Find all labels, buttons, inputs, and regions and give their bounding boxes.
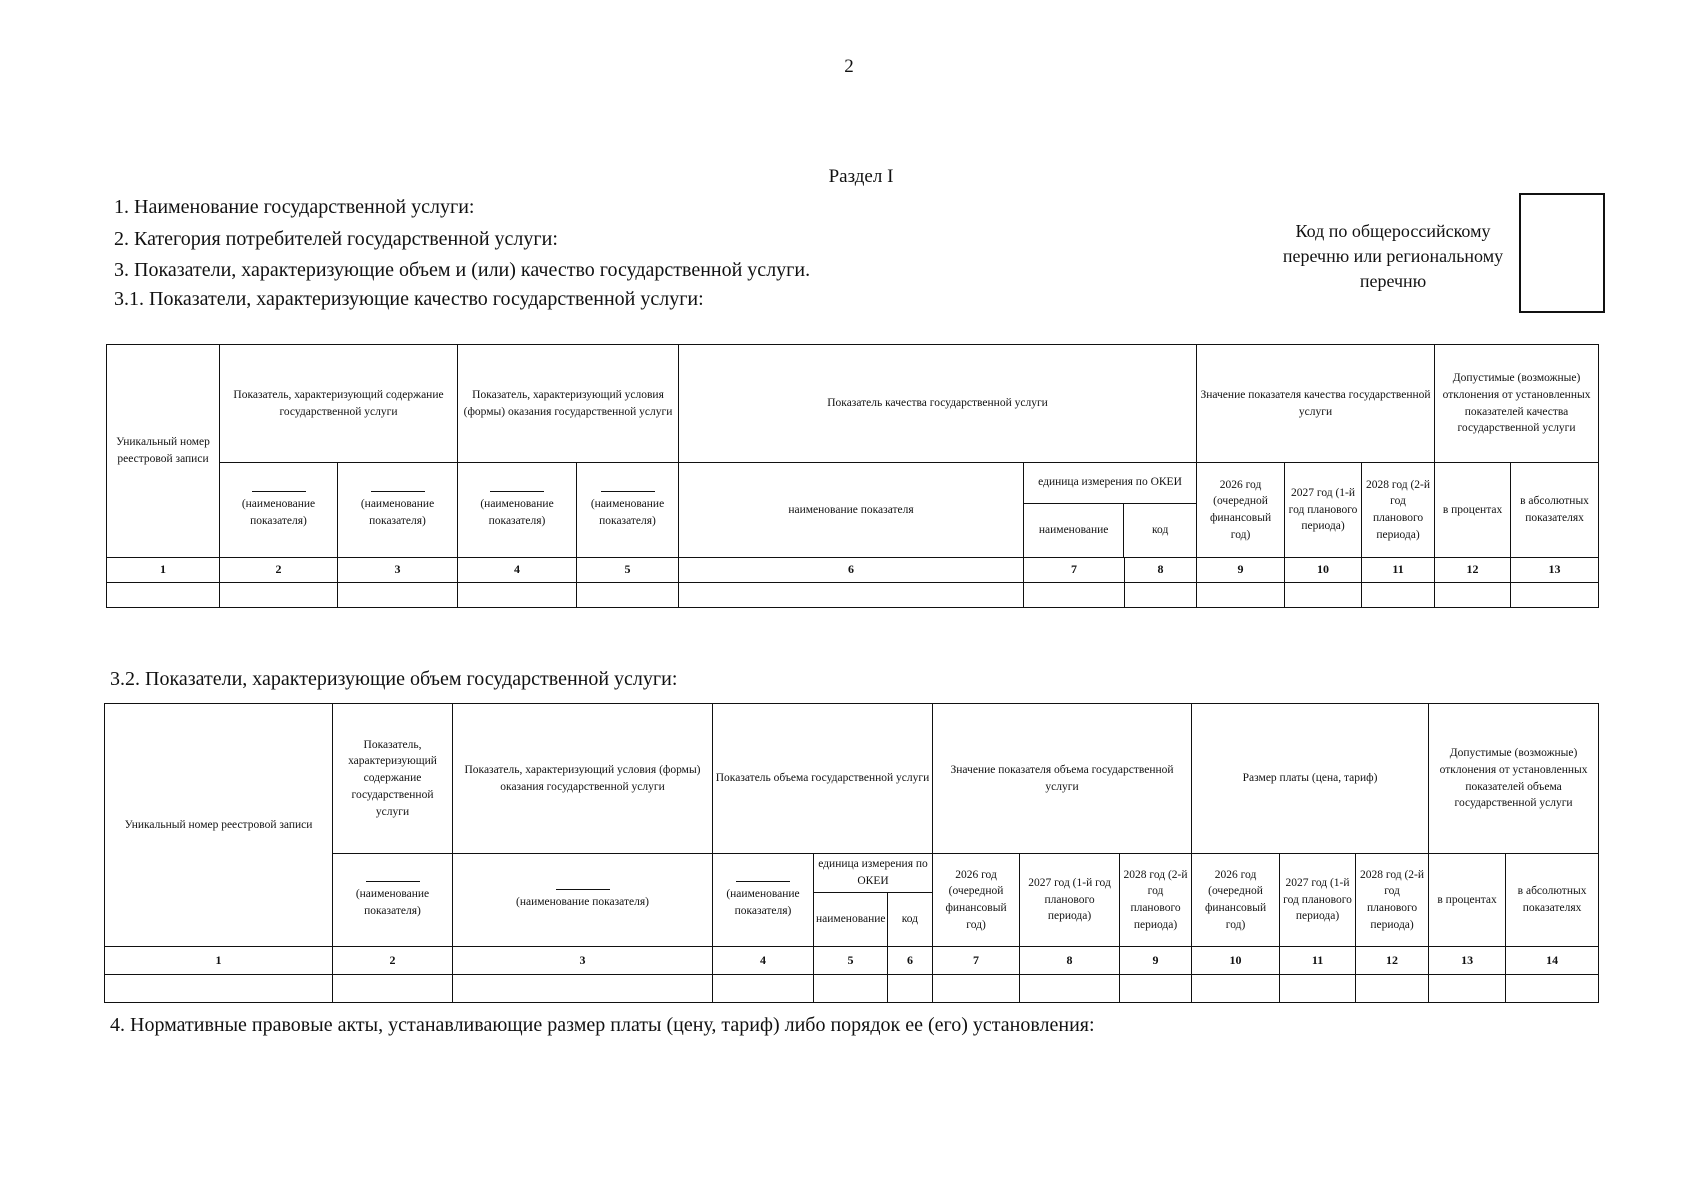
v-unit-code-header: код [901, 912, 918, 925]
v-fee-2028-header: 2028 год (2-й год планового периода) [1356, 854, 1429, 947]
v-data-cell[interactable] [713, 975, 814, 1003]
heading-consumer-category: 2. Категория потребителей государственной услуги: [114, 228, 558, 250]
q-data-cell[interactable] [1285, 583, 1362, 608]
v-data-cell[interactable] [105, 975, 333, 1003]
heading-volume-indicators: 3.2. Показатели, характеризующие объем государственной услуги: [110, 668, 678, 690]
v-col-number: 13 [1429, 947, 1506, 975]
v-data-cell[interactable] [1280, 975, 1356, 1003]
v-in-absolute-header: в абсолютных показателях [1506, 854, 1599, 947]
v-col-number: 5 [814, 947, 888, 975]
v-data-cell[interactable] [933, 975, 1020, 1003]
v-fee-2026-header: 2026 год (очередной финансовый год) [1192, 854, 1280, 947]
q-content-name-2: (наименование показателя) [338, 463, 458, 558]
v-deviations-header: Допустимые (возможные) отклонения от установленных показателей объема государственной услуги [1429, 704, 1599, 854]
v-unit-okei [814, 854, 933, 947]
v-content-indicator-header: Показатель, характеризующий содержание государственной услуги [333, 704, 453, 854]
q-data-cell[interactable] [1024, 583, 1125, 608]
v-data-cell[interactable] [1429, 975, 1506, 1003]
q-in-percent-header: в процентах [1435, 463, 1511, 558]
section-title: Раздел I [828, 166, 894, 187]
heading-service-name: 1. Наименование государственной услуги: [114, 196, 475, 218]
v-data-cell[interactable] [1506, 975, 1599, 1003]
q-indicator-name-header: наименование показателя [679, 463, 1024, 558]
v-volume-indicator-header: Показатель объема государственной услуги [713, 704, 933, 854]
q-data-cell[interactable] [1197, 583, 1285, 608]
q-conditions-name-2: (наименование показателя) [577, 463, 679, 558]
q-data-cell[interactable] [1362, 583, 1435, 608]
v-volume-name: (наименование показателя) [713, 854, 814, 947]
v-col-number: 6 [888, 947, 933, 975]
v-data-cell[interactable] [1120, 975, 1192, 1003]
q-col-number: 13 [1511, 558, 1599, 583]
heading-legal-acts: 4. Нормативные правовые акты, устанавливающие размер платы (цену, тариф) либо порядок ее (его) установления: [110, 1014, 1095, 1036]
q-unique-number-header: Уникальный номер реестровой записи [107, 345, 220, 558]
q-conditions-indicator-header: Показатель, характеризующий условия (формы) оказания государственной услуги [458, 345, 679, 463]
v-conditions-indicator-header: Показатель, характеризующий условия (формы) оказания государственной услуги [453, 704, 713, 854]
q-col-number: 5 [577, 558, 679, 583]
v-col-number: 9 [1120, 947, 1192, 975]
q-col-number: 3 [338, 558, 458, 583]
q-content-indicator-header: Показатель, характеризующий содержание государственной услуги [220, 345, 458, 463]
quality-table [106, 344, 1599, 608]
v-col-number: 12 [1356, 947, 1429, 975]
v-col-number: 2 [333, 947, 453, 975]
q-data-cell[interactable] [220, 583, 338, 608]
v-year-2027-header: 2027 год (1-й год планового периода) [1020, 854, 1120, 947]
v-data-cell[interactable] [888, 975, 933, 1003]
v-col-number: 10 [1192, 947, 1280, 975]
v-fee-header: Размер платы (цена, тариф) [1192, 704, 1429, 854]
q-year-2027-header: 2027 год (1-й год планового периода) [1285, 463, 1362, 558]
q-data-cell[interactable] [1435, 583, 1511, 608]
q-data-cell[interactable] [338, 583, 458, 608]
v-year-2026-header: 2026 год (очередной финансовый год) [933, 854, 1020, 947]
v-data-cell[interactable] [453, 975, 713, 1003]
v-data-cell[interactable] [814, 975, 888, 1003]
q-conditions-name-1: (наименование показателя) [458, 463, 577, 558]
v-data-cell[interactable] [1020, 975, 1120, 1003]
q-year-2028-header: 2028 год (2-й год планового периода) [1362, 463, 1435, 558]
v-year-2028-header: 2028 год (2-й год планового периода) [1120, 854, 1192, 947]
v-content-name: (наименование показателя) [333, 854, 453, 947]
v-col-number: 7 [933, 947, 1020, 975]
q-col-number: 10 [1285, 558, 1362, 583]
q-col-number: 8 [1125, 558, 1197, 583]
q-unit-okei [1024, 463, 1197, 558]
q-unit-code-header: код [1152, 523, 1169, 536]
q-col-number: 9 [1197, 558, 1285, 583]
q-unit-okei-header: единица измерения по ОКЕИ [1024, 463, 1196, 503]
q-col-number: 1 [107, 558, 220, 583]
v-conditions-name: (наименование показателя) [453, 854, 713, 947]
heading-indicators: 3. Показатели, характеризующие объем и (или) качество государственной услуги. [114, 259, 811, 281]
q-quality-indicator-header: Показатель качества государственной услуги [679, 345, 1197, 463]
v-unit-name-header: наименование [814, 892, 887, 946]
volume-table [104, 703, 1599, 1003]
v-data-cell[interactable] [1192, 975, 1280, 1003]
q-data-cell[interactable] [679, 583, 1024, 608]
v-volume-value-header: Значение показателя объема государственной услуги [933, 704, 1192, 854]
v-unit-okei-header: единица измерения по ОКЕИ [814, 854, 932, 892]
v-col-number: 4 [713, 947, 814, 975]
q-col-number: 4 [458, 558, 577, 583]
q-deviations-header: Допустимые (возможные) отклонения от установленных показателей качества государственной услуги [1435, 345, 1599, 463]
q-col-number: 7 [1024, 558, 1125, 583]
v-in-percent-header: в процентах [1429, 854, 1506, 947]
q-col-number: 11 [1362, 558, 1435, 583]
q-data-cell[interactable] [107, 583, 220, 608]
q-year-2026-header: 2026 год (очередной финансовый год) [1197, 463, 1285, 558]
v-data-cell[interactable] [333, 975, 453, 1003]
v-data-cell[interactable] [1356, 975, 1429, 1003]
q-quality-value-header: Значение показателя качества государственной услуги [1197, 345, 1435, 463]
v-col-number: 8 [1020, 947, 1120, 975]
code-input-box[interactable] [1519, 193, 1605, 313]
q-data-cell[interactable] [1125, 583, 1197, 608]
v-col-number: 14 [1506, 947, 1599, 975]
v-col-number: 1 [105, 947, 333, 975]
v-fee-2027-header: 2027 год (1-й год планового периода) [1280, 854, 1356, 947]
code-label: Код по общероссийскому перечню или региональному перечню [1282, 221, 1504, 291]
q-col-number: 12 [1435, 558, 1511, 583]
q-content-name-1: (наименование показателя) [220, 463, 338, 558]
page-number: 2 [844, 56, 854, 77]
q-unit-name-header: наименование [1024, 503, 1124, 557]
q-col-number: 2 [220, 558, 338, 583]
q-data-cell[interactable] [1511, 583, 1599, 608]
v-col-number: 3 [453, 947, 713, 975]
q-data-cell[interactable] [458, 583, 577, 608]
q-col-number: 6 [679, 558, 1024, 583]
heading-quality-indicators: 3.1. Показатели, характеризующие качество государственной услуги: [114, 288, 704, 310]
v-unique-number-header: Уникальный номер реестровой записи [105, 704, 333, 947]
q-in-absolute-header: в абсолютных показателях [1511, 463, 1599, 558]
q-data-cell[interactable] [577, 583, 679, 608]
v-col-number: 11 [1280, 947, 1356, 975]
